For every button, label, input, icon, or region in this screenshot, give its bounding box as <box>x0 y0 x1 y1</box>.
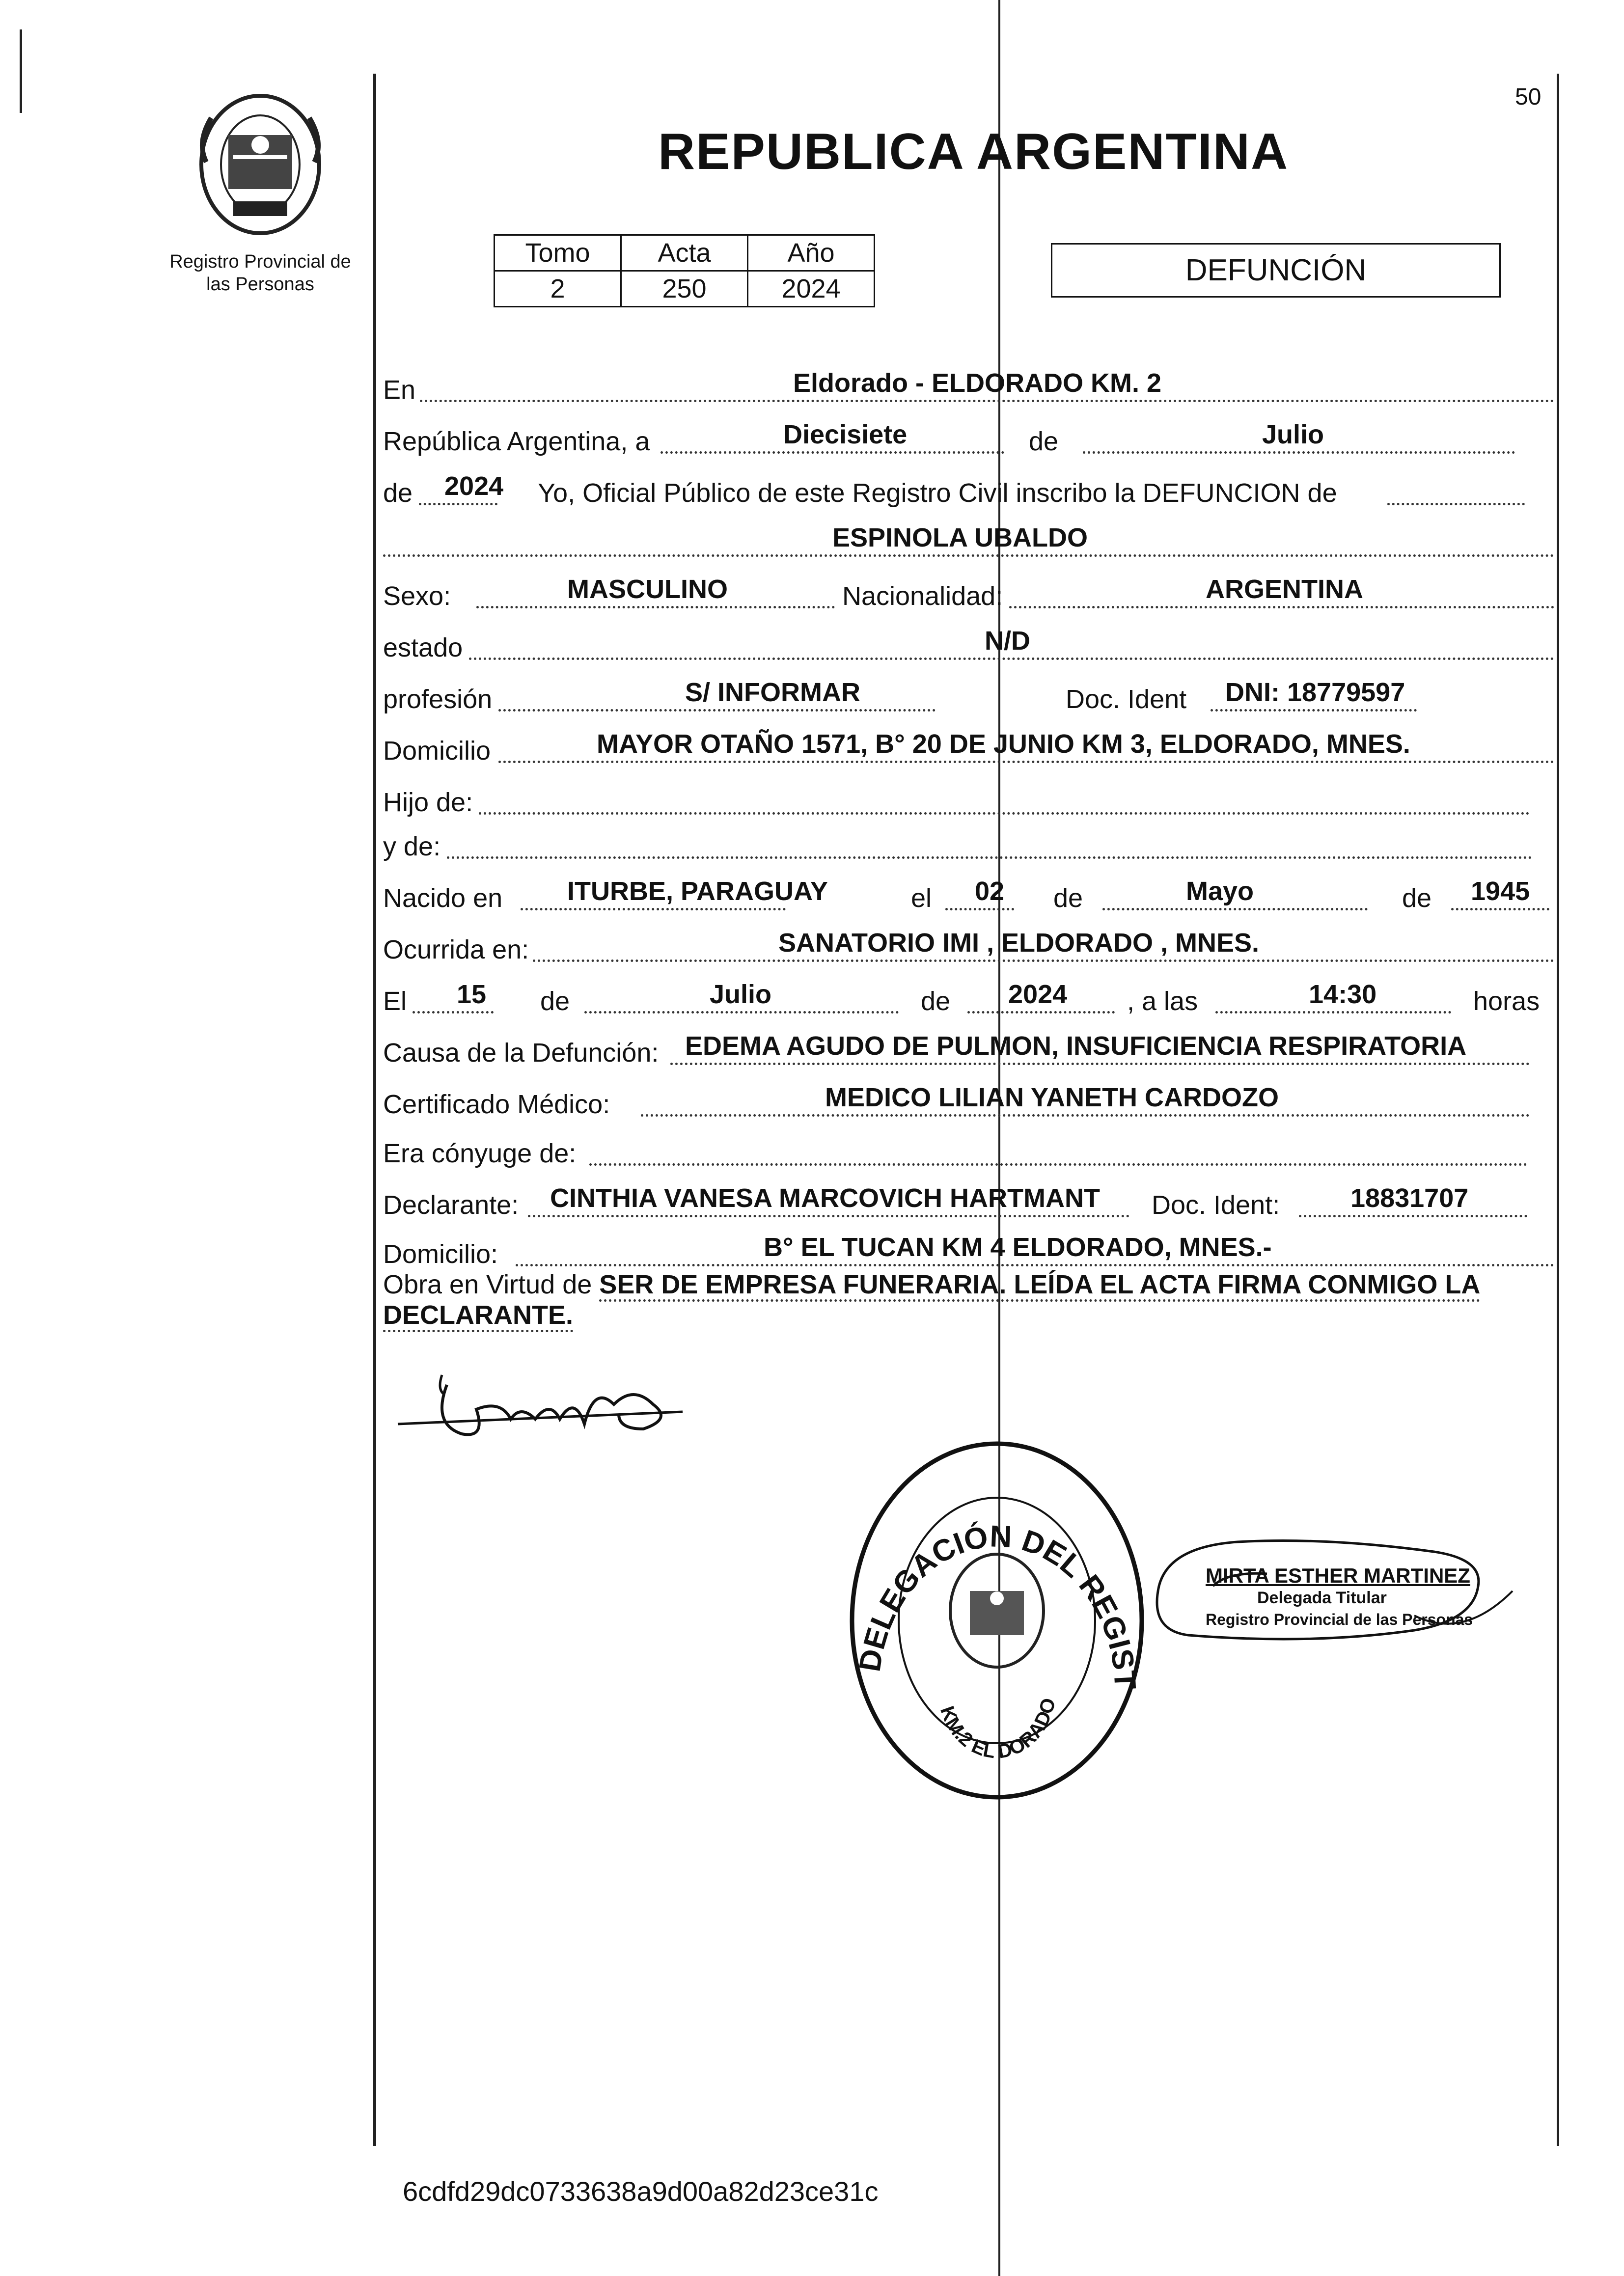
sexo-label: Sexo: <box>383 581 451 611</box>
nacionalidad-value: ARGENTINA <box>1206 575 1363 604</box>
row-declarante <box>381 1176 1559 1220</box>
row-certificado <box>381 1075 1559 1120</box>
hijo-field <box>479 773 1530 815</box>
ocurrida-label: Ocurrida en: <box>383 935 529 964</box>
day-value: Diecisiete <box>783 420 908 449</box>
decl-doc-label: Doc. Ident: <box>1152 1190 1280 1220</box>
row-name <box>381 516 1559 560</box>
row-nacido <box>381 869 1559 913</box>
tomo-header: Tomo <box>495 235 621 271</box>
profesion-label: profesión <box>383 685 493 714</box>
death-el-label: El <box>383 987 407 1016</box>
en-label: En <box>383 375 416 405</box>
acta-header: Acta <box>621 235 748 271</box>
registry-name: Registro Provincial de las Personas <box>169 251 351 295</box>
nacionalidad-label: Nacionalidad: <box>842 581 1003 611</box>
left-margin-line <box>20 29 22 113</box>
conyuge-field <box>589 1124 1527 1166</box>
estado-value: N/D <box>985 626 1030 656</box>
death-day: 15 <box>457 980 487 1009</box>
birth-day: 02 <box>975 877 1005 906</box>
stamp-ring-text: DELEGACIÓN DEL REGIST <box>853 1519 1142 1690</box>
form-left-border <box>373 74 376 2146</box>
row-causa <box>381 1024 1559 1068</box>
row-ocurrida <box>381 921 1559 965</box>
domicilio-label: Domicilio <box>383 736 491 766</box>
death-de2: de <box>921 987 951 1016</box>
causa-label: Causa de la Defunción: <box>383 1038 659 1068</box>
row-domicilio <box>381 722 1559 766</box>
delegada-name: MIRTA ESTHER MARTINEZ <box>1206 1564 1470 1587</box>
tomo-value: 2 <box>495 271 621 307</box>
oficial-blank <box>1387 464 1525 505</box>
yde-field <box>447 817 1532 859</box>
hijo-label: Hijo de: <box>383 788 473 817</box>
obra-label: Obra en Virtud de <box>383 1270 592 1299</box>
declarante-value: CINTHIA VANESA MARCOVICH HARTMANT <box>550 1183 1100 1213</box>
row-yde <box>381 818 1559 862</box>
delegada-role: Delegada Titular <box>1257 1589 1387 1607</box>
conyuge-label: Era cónyuge de: <box>383 1139 577 1168</box>
ano-header: Año <box>748 235 875 271</box>
provincial-seal <box>187 83 334 241</box>
sexo-value: MASCULINO <box>567 575 728 604</box>
document-hash: 6cdfd29dc0733638a9d00a82d23ce31c <box>403 2176 879 2207</box>
death-time: 14:30 <box>1309 980 1377 1009</box>
birth-de1: de <box>1053 883 1083 913</box>
birth-month: Mayo <box>1186 877 1254 906</box>
obra-value-line2: DECLARANTE. <box>383 1300 573 1332</box>
yde-label: y de: <box>383 832 441 861</box>
svg-text:KM.2 EL DORADO <box>936 1696 1060 1763</box>
record-table <box>494 234 875 307</box>
doc-ident-value: DNI: 18779597 <box>1225 678 1405 707</box>
death-de1: de <box>540 987 570 1016</box>
delegacion-stamp <box>845 1434 1149 1802</box>
decl-domicilio-label: Domicilio: <box>383 1239 498 1269</box>
row-hijo <box>381 773 1559 818</box>
row-obra <box>383 1269 1554 1330</box>
profesion-value: S/ INFORMAR <box>685 678 860 707</box>
death-year: 2024 <box>1008 980 1068 1009</box>
obra-value-line1: SER DE EMPRESA FUNERARIA. LEÍDA EL ACTA FIRMA CONMIGO LA <box>599 1270 1480 1302</box>
declarante-label: Declarante: <box>383 1190 519 1220</box>
decl-doc-value: 18831707 <box>1350 1183 1469 1213</box>
row-profesion <box>381 670 1559 714</box>
svg-text:DELEGACIÓN DEL REGISTRO DE LAS <box>845 1434 1142 1690</box>
row-fecha <box>381 412 1559 457</box>
birth-de2: de <box>1402 883 1432 913</box>
deceased-name: ESPINOLA UBALDO <box>832 523 1088 552</box>
nacido-label: Nacido en <box>383 883 503 913</box>
record-type-box: DEFUNCIÓN <box>1051 243 1501 298</box>
row-decl-domicilio <box>381 1225 1559 1269</box>
delegada-org: Registro Provincial de las Personas <box>1206 1611 1473 1628</box>
ano-value: 2024 <box>748 271 875 307</box>
row-estado <box>381 619 1559 663</box>
declarante-signature <box>388 1365 702 1449</box>
year-prefix-label: de <box>383 478 413 508</box>
alas-label: , a las <box>1127 987 1198 1016</box>
page-number: 50 <box>1515 84 1541 110</box>
row-sexo <box>381 567 1559 611</box>
year-value: 2024 <box>444 471 504 501</box>
oficial-text: Yo, Oficial Público de este Registro Civil inscribo la DEFUNCION de <box>538 478 1337 508</box>
birth-year: 1945 <box>1471 877 1530 906</box>
row-death-date <box>381 972 1559 1016</box>
stamp-inner-text: KM.2 EL DORADO <box>936 1696 1060 1763</box>
decl-domicilio-value: B° EL TUCAN KM 4 ELDORADO, MNES.- <box>764 1233 1272 1262</box>
acta-value: 250 <box>621 271 748 307</box>
causa-value: EDEMA AGUDO DE PULMON, INSUFICIENCIA RESPIRATORIA <box>685 1031 1467 1061</box>
el-label: el <box>911 883 932 913</box>
certificado-value: MEDICO LILIAN YANETH CARDOZO <box>825 1083 1279 1112</box>
ocurrida-value: SANATORIO IMI , ELDORADO , MNES. <box>778 928 1260 958</box>
certificado-label: Certificado Médico: <box>383 1090 610 1119</box>
death-month: Julio <box>710 980 772 1009</box>
row-conyuge <box>381 1124 1559 1169</box>
republica-label: República Argentina, a <box>383 427 650 456</box>
domicilio-value: MAYOR OTAÑO 1571, B° 20 DE JUNIO KM 3, ELDORADO, MNES. <box>597 729 1410 759</box>
page-title: REPUBLICA ARGENTINA <box>658 123 1289 180</box>
estado-label: estado <box>383 633 463 662</box>
nacido-value: ITURBE, PARAGUAY <box>567 877 828 906</box>
horas-label: horas <box>1473 987 1540 1016</box>
row-oficial <box>381 464 1559 508</box>
row-en <box>381 361 1559 405</box>
en-value: Eldorado - ELDORADO KM. 2 <box>793 368 1162 398</box>
delegada-stamp <box>1139 1517 1522 1665</box>
month-value: Julio <box>1262 420 1324 449</box>
doc-ident-label: Doc. Ident <box>1066 685 1187 714</box>
de-label: de <box>1029 427 1059 456</box>
